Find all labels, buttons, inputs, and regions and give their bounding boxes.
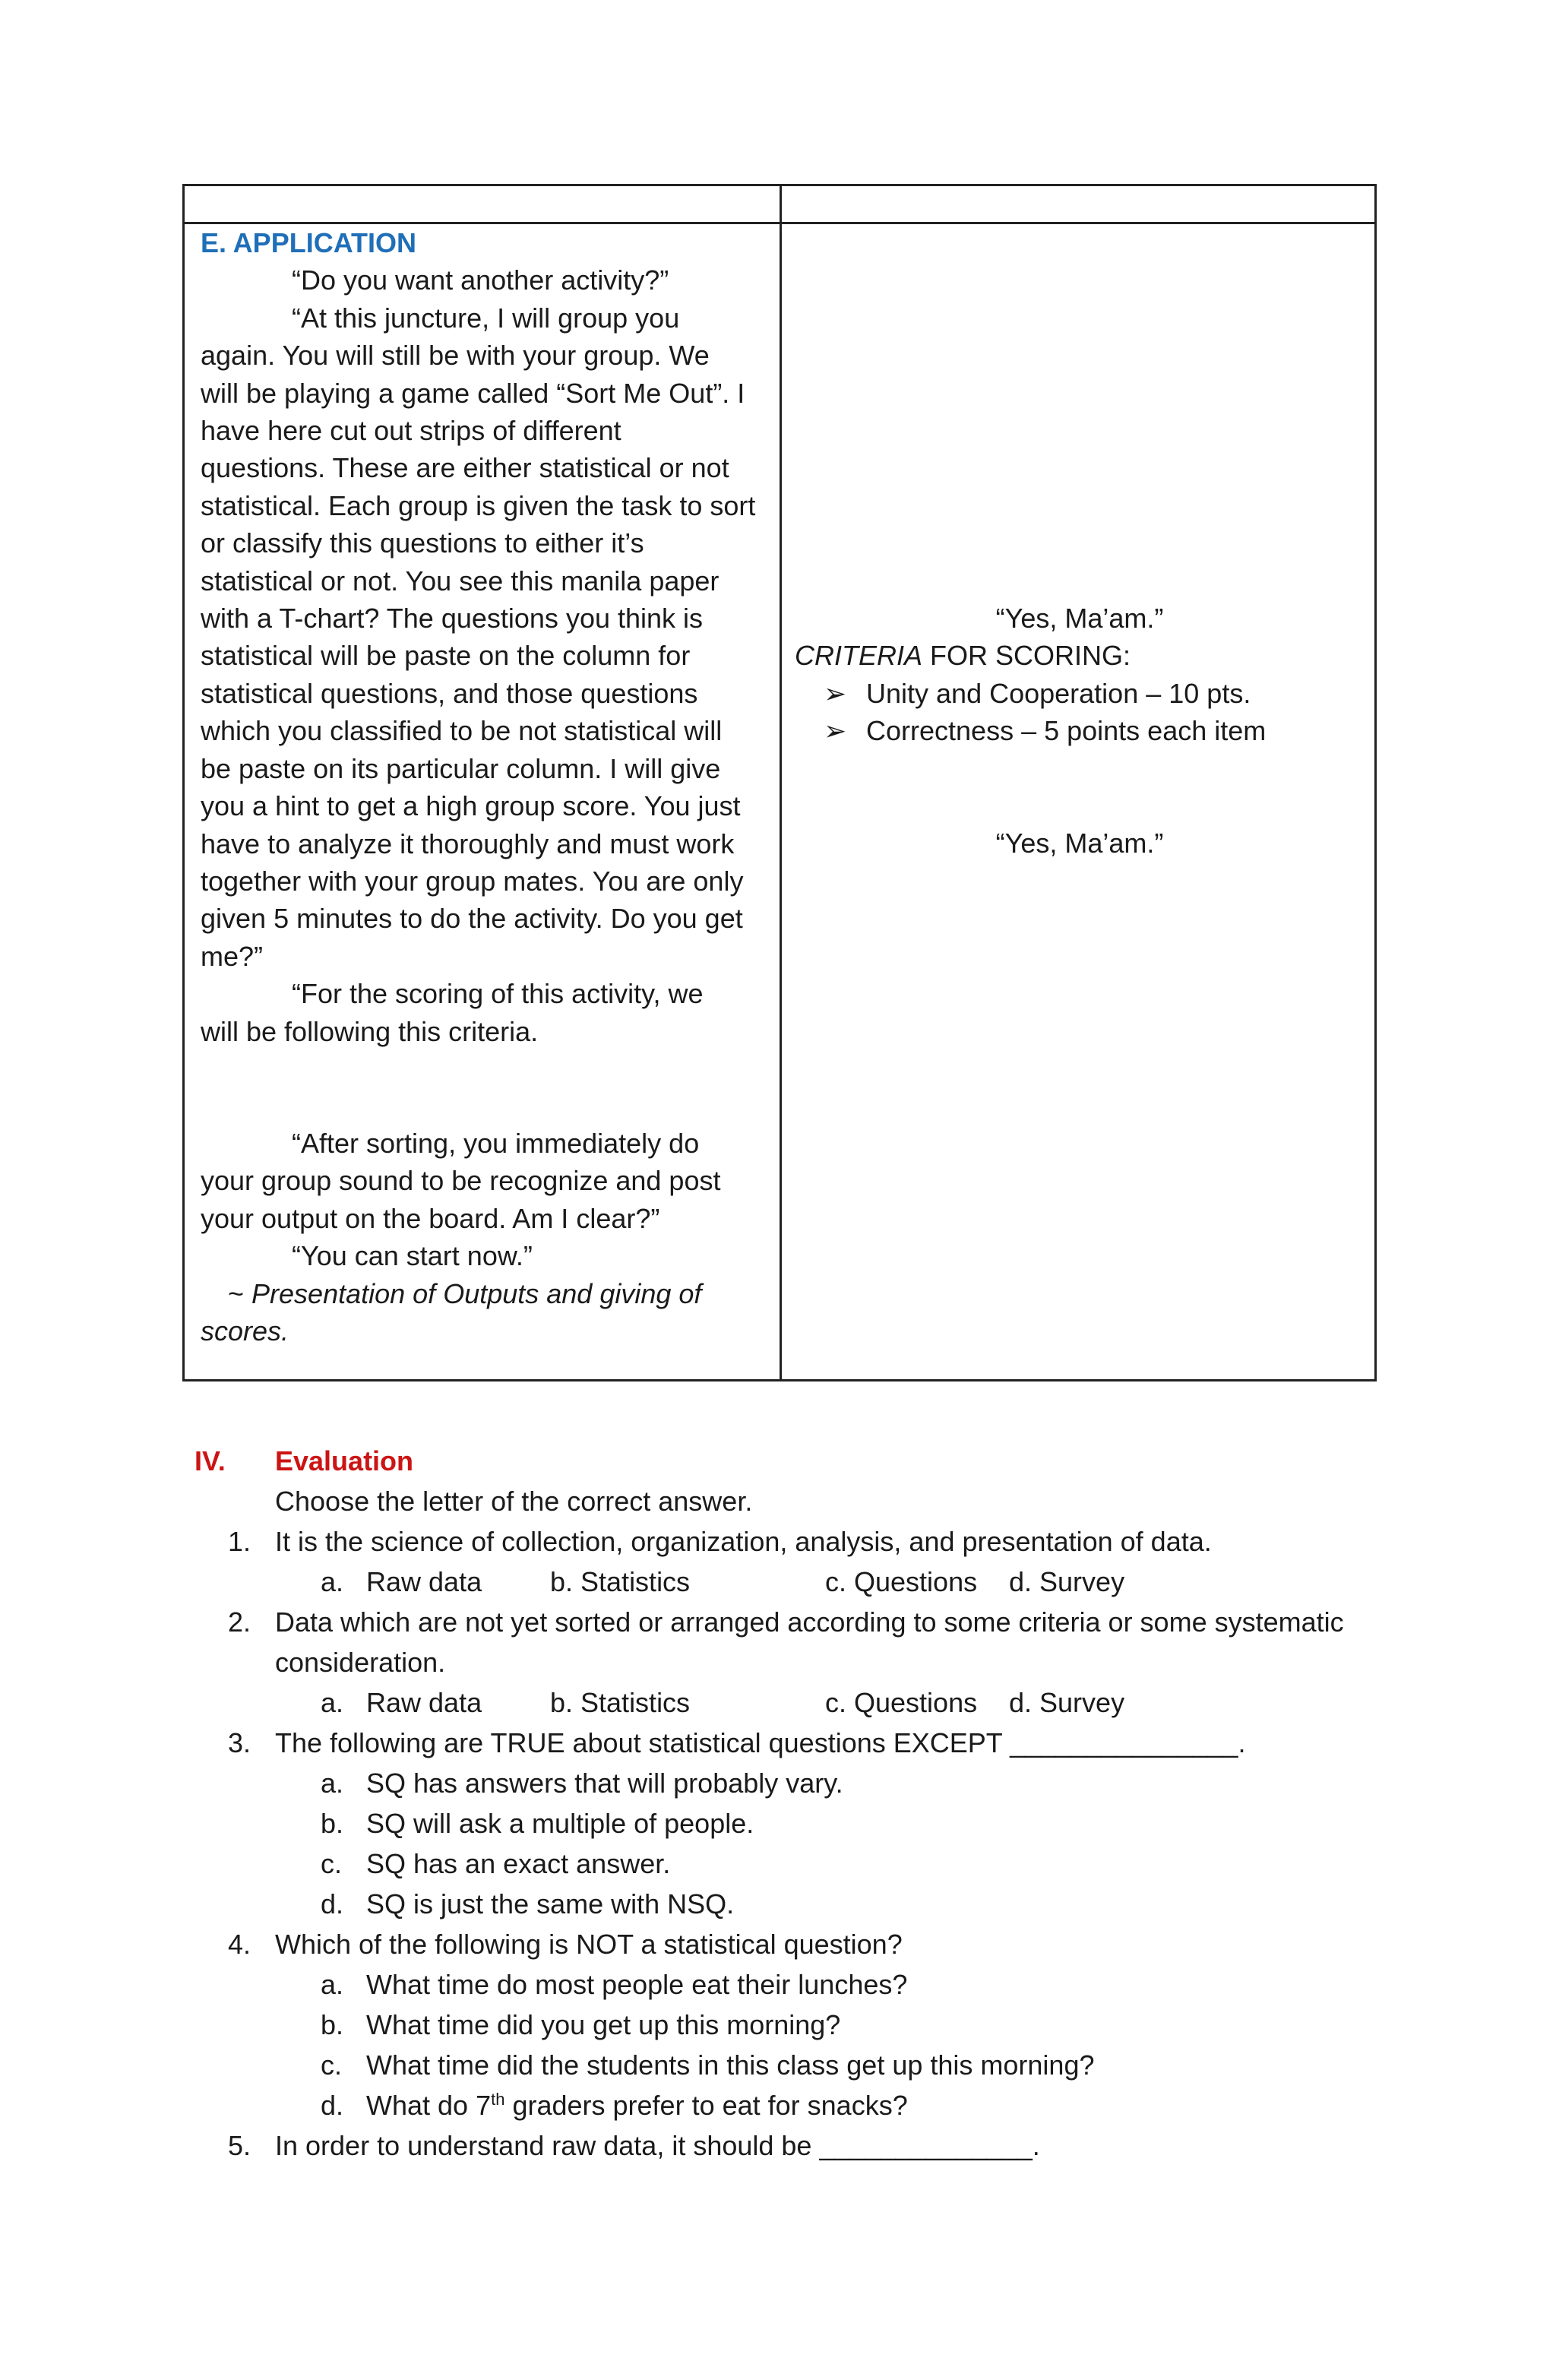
teacher-line: which you classified to be not statistical will — [201, 715, 723, 747]
question: 1. It is the science of collection, organization, analysis, and presentation of data. — [228, 1526, 1212, 1557]
criteria-item: ➢ Correctness – 5 points each item — [795, 712, 1365, 749]
teacher-line: “For the scoring of this activity, we — [292, 978, 704, 1010]
teacher-line: your output on the board. Am I clear?” — [201, 1202, 660, 1234]
teacher-line: be paste on its particular column. I will give — [201, 752, 721, 784]
option: c. What time did the students in this class get up this morning? — [321, 2049, 1095, 2081]
answer-options: a. Raw data b. Statistics c. Questions d. Survey — [321, 1566, 1125, 1597]
teacher-line: have here cut out strips of different — [201, 415, 621, 447]
answer-options: a. Raw data b. Statistics c. Questions d. Survey — [321, 1687, 1125, 1718]
question: 5. In order to understand raw data, it should be ______________. — [228, 2130, 1040, 2161]
arrow-bullet-icon: ➢ — [824, 677, 847, 709]
question: 3. The following are TRUE about statistical questions EXCEPT _______________. — [228, 1727, 1246, 1758]
section-title: Evaluation — [275, 1445, 414, 1476]
teacher-activity-column — [201, 224, 767, 1350]
teacher-line: “At this juncture, I will group you — [292, 302, 680, 334]
teacher-line: or classify this questions to either it’s — [201, 527, 644, 559]
criteria-item: ➢ Unity and Cooperation – 10 pts. — [795, 675, 1365, 712]
teacher-line: have to analyze it thoroughly and must work — [201, 828, 735, 859]
lesson-table — [182, 184, 1377, 1381]
instruction: Choose the letter of the correct answer. — [275, 1486, 753, 1517]
option: a. SQ has answers that will probably vary. — [321, 1768, 843, 1799]
evaluation-heading — [194, 1441, 1380, 1481]
evaluation-section — [194, 1441, 1380, 2166]
teacher-line: your group sound to be recognize and post — [201, 1165, 721, 1197]
option: b. SQ will ask a multiple of people. — [321, 1808, 754, 1839]
teacher-line: together with your group mates. You are only — [201, 865, 744, 897]
teacher-line: “You can start now.” — [292, 1240, 533, 1272]
option: d. What do 7th graders prefer to eat for snacks? — [321, 2090, 908, 2121]
teacher-line: statistical. Each group is given the task to sort — [201, 489, 756, 521]
teacher-line: with a T-chart? The questions you think is — [201, 603, 704, 635]
teacher-line: will be following this criteria. — [201, 1015, 539, 1047]
teacher-line: “After sorting, you immediately do — [292, 1127, 700, 1159]
teacher-line: again. You will still be with your group. We — [201, 340, 710, 372]
roman-numeral: IV. — [194, 1445, 226, 1476]
teacher-line: questions. These are either statistical or not — [201, 452, 729, 484]
column-divider — [780, 186, 782, 1379]
option: c. SQ has an exact answer. — [321, 1848, 671, 1879]
teacher-line: statistical or not. You see this manila paper — [201, 565, 719, 597]
teacher-line: given 5 minutes to do the activity. Do you get — [201, 903, 743, 935]
teacher-line: statistical will be paste on the column for — [201, 640, 691, 672]
student-activity-column — [795, 224, 1365, 862]
student-reply: “Yes, Ma’am.” — [995, 827, 1164, 859]
question: 4. Which of the following is NOT a statistical question? — [228, 1929, 903, 1960]
criteria-heading: CRITERIA FOR SCORING: — [795, 640, 1131, 672]
option: a. What time do most people eat their lunches? — [321, 1969, 908, 2000]
teacher-line: “Do you want another activity?” — [292, 264, 669, 296]
option: d. SQ is just the same with NSQ. — [321, 1888, 735, 1920]
option: b. What time did you get up this morning? — [321, 2009, 841, 2040]
question: 2. Data which are not yet sorted or arranged according to some criteria or some systematic — [228, 1606, 1344, 1638]
question-cont: consideration. — [275, 1647, 446, 1678]
presentation-note-cont: scores. — [201, 1315, 289, 1347]
teacher-line: you a hint to get a high group score. You just — [201, 790, 741, 822]
teacher-line: will be playing a game called “Sort Me Out”. I — [201, 377, 745, 409]
presentation-note: ~ Presentation of Outputs and giving of — [228, 1277, 702, 1309]
arrow-bullet-icon: ➢ — [824, 715, 847, 747]
teacher-line: statistical questions, and those questions — [201, 677, 698, 709]
section-heading: E. APPLICATION — [201, 227, 417, 258]
teacher-line: me?” — [201, 940, 264, 972]
student-reply: “Yes, Ma’am.” — [995, 603, 1164, 634]
